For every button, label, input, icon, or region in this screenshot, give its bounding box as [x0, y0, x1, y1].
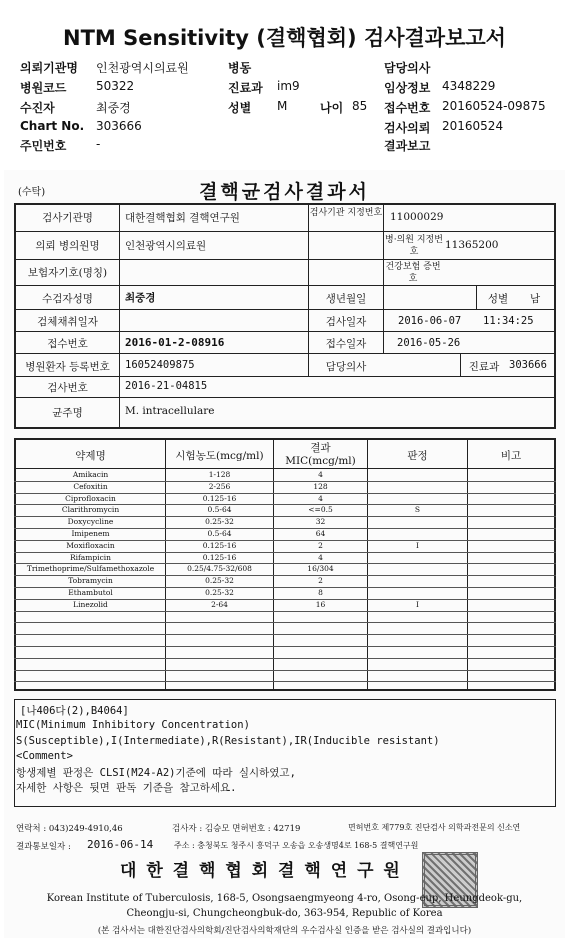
mic-cell-range: 2-256 — [208, 482, 231, 491]
mic-cell-range: 0.5-64 — [207, 529, 232, 538]
requester-value: 인천광역시의료원 — [96, 61, 189, 75]
grid-border-right — [554, 203, 556, 429]
mic-cell-drug: Ethambutol — [68, 588, 113, 597]
footer-specialist: 면허번호 제779호 진단검사 의학과전문의 신소연 — [348, 823, 521, 832]
mic-cell-mic: 2 — [318, 541, 323, 550]
clinical-value: 4348229 — [442, 79, 496, 93]
grid-row-line — [14, 231, 556, 232]
mic-cell-drug: Clarithromycin — [61, 505, 120, 514]
result-report-label: 결과보고 — [384, 139, 431, 153]
notes-comment-2: 자세한 사항은 뒷면 판독 기준을 참고하세요. — [16, 782, 237, 794]
mic-col-line — [367, 438, 368, 691]
mic-cell-mic: 16 — [315, 600, 326, 609]
grid-row-line — [14, 331, 556, 332]
reg-no-label: 병원환자 등록번호 — [25, 361, 110, 373]
receipt-form-value: 2016-01-2-08916 — [125, 336, 225, 349]
mic-border-right — [554, 438, 556, 691]
grid-col-line — [460, 353, 461, 376]
mic-cell-mic: 4 — [318, 470, 323, 479]
dept-label: 진료과 — [228, 81, 263, 95]
patient-name-value: 최중경 — [125, 292, 156, 304]
notes-mic-definition: MIC(Minimum Inhibitory Concentration) — [16, 719, 250, 731]
request-date-label: 검사의뢰 — [384, 121, 431, 135]
mic-cell-interp: I — [416, 541, 419, 550]
req-hospital-label: 의뢰 병의원명 — [35, 240, 100, 252]
test-no-label: 검사번호 — [47, 382, 88, 394]
hosp-code-value: 11365200 — [445, 239, 499, 251]
notes-comment-1: 항생제별 판정은 CLSI(M24-A2)기준에 따라 실시하였고, — [16, 767, 296, 779]
notes-comment-label: <Comment> — [16, 750, 73, 762]
grid-row-line — [14, 397, 556, 398]
lab-name-value: 대한결핵협회 결핵연구원 — [125, 212, 240, 224]
footer-institute-en-2: Cheongju-si, Chungcheongbuk-do, 363-954, Republic of Korea — [126, 908, 443, 919]
test-no-value: 2016-21-04815 — [125, 380, 208, 392]
footer-report-date-label: 결과통보일자 : — [16, 842, 71, 852]
ward-label: 병동 — [228, 61, 252, 75]
test-time-value: 11:34:25 — [483, 315, 534, 327]
hospital-code-value: 50322 — [96, 79, 135, 93]
receipt-date-label: 접수일자 — [325, 338, 367, 350]
footer-institute-en-1: Korean Institute of Tuberculosis, 168-5, Osongsaengmyeong 4-ro, Osong-eup, Heungdeok-gu, — [46, 893, 523, 904]
hosp-code-label: 병·의원 지정번호 — [385, 235, 443, 257]
test-date-label: 검사일자 — [325, 316, 367, 328]
dept-form-value: 303666 — [509, 359, 547, 371]
receipt-form-label: 접수번호 — [47, 338, 88, 350]
mic-cell-interp: I — [416, 600, 419, 609]
mic-cell-drug: Tobramycin — [68, 576, 113, 585]
chart-label: Chart No. — [20, 119, 85, 133]
hospital-code-label: 병원코드 — [20, 81, 67, 95]
mic-cell-drug: Rifampicin — [69, 553, 112, 562]
footer-contact: 연락처 : 043)249-4910,46 — [16, 824, 123, 834]
grid-border-bottom — [14, 427, 556, 429]
lab-code-value: 11000029 — [390, 211, 444, 223]
mic-row-line — [14, 658, 556, 659]
footer-address: 주소 : 충청북도 청주시 흥덕구 오송읍 오송생명4로 168-5 결핵연구원 — [174, 841, 419, 850]
footer-report-date: 2016-06-14 — [87, 838, 154, 851]
mic-border-bottom — [14, 689, 556, 691]
doctor-label: 담당의사 — [384, 61, 431, 75]
mic-cell-mic: 4 — [318, 494, 323, 503]
chart-value: 303666 — [96, 119, 142, 133]
sex-value: M — [277, 99, 288, 113]
mic-cell-mic: 8 — [318, 588, 323, 597]
mic-header-result: 결과 MIC(mcg/ml) — [285, 442, 356, 467]
mic-cell-range: 0.25/4.75-32/608 — [187, 564, 252, 573]
mic-cell-range: 0.125-16 — [202, 553, 237, 562]
mic-cell-drug: Imipenem — [71, 529, 110, 538]
grid-row-line — [14, 285, 556, 286]
mic-header-drug: 약제명 — [75, 450, 106, 462]
mic-col-line — [467, 438, 468, 691]
insurance-label: 보험자기호(명칭) — [27, 267, 108, 279]
form-title: 결핵균검사결과서 — [199, 181, 370, 203]
mic-cell-mic: 16/304 — [307, 564, 334, 573]
notes-border-left — [14, 699, 15, 807]
patient-label: 수진자 — [20, 101, 55, 115]
lab-code-label: 검사기관 지정번호 — [309, 208, 383, 218]
clinical-label: 임상정보 — [384, 81, 431, 95]
footer-institute-ko: 대 한 결 핵 협 회 결 핵 연 구 원 — [120, 861, 402, 881]
birth-label: 생년월일 — [325, 293, 367, 305]
age-value: 85 — [352, 99, 368, 113]
receipt-stamp: (수탁) — [18, 187, 46, 198]
mic-cell-drug: Cefoxitin — [73, 482, 108, 491]
req-hospital-value: 인천광역시의료원 — [125, 240, 207, 252]
receipt-value: 20160524-09875 — [442, 99, 546, 113]
mic-cell-drug: Trimethoprime/Sulfamethoxazole — [26, 564, 155, 573]
grid-row-line — [14, 353, 556, 354]
age-label: 나이 — [320, 101, 344, 115]
mic-cell-drug: Amikacin — [72, 470, 109, 479]
receipt-date-value: 2016-05-26 — [397, 337, 461, 349]
grid-row-line — [14, 376, 556, 377]
health-cert-label: 건강보험 증번호 — [385, 262, 441, 284]
mic-cell-range: 0.25-32 — [205, 517, 234, 526]
doctor-form-label: 담당의사 — [325, 361, 367, 373]
mic-row-line — [14, 622, 556, 623]
notes-code: [나406다(2),B4064] — [20, 705, 129, 717]
mic-cell-mic: 2 — [318, 576, 323, 585]
grid-col-line — [383, 285, 384, 353]
sex-form-label: 성별 — [487, 293, 509, 305]
patient-name-label: 수검자성명 — [42, 293, 93, 305]
resident-value: - — [96, 137, 101, 151]
mic-cell-interp: S — [414, 505, 421, 514]
notes-border-bottom — [14, 806, 556, 807]
request-date-value: 20160524 — [442, 119, 504, 133]
mic-cell-range: 0.25-32 — [205, 576, 234, 585]
dept-value: im9 — [277, 79, 300, 93]
mic-cell-mic: <=0.5 — [308, 505, 333, 514]
mic-cell-range: 2-64 — [211, 600, 228, 609]
notes-border-top — [14, 699, 556, 700]
sex-form-value: 남 — [530, 293, 541, 305]
mic-cell-drug: Doxycycline — [67, 517, 114, 526]
footer-examiner: 검사자 : 김승모 면허번호 : 42719 — [172, 824, 301, 834]
reg-no-value: 16052409875 — [125, 359, 195, 371]
mic-header-range: 시험농도(mcg/ml) — [175, 450, 264, 462]
requester-label: 의뢰기관명 — [20, 61, 78, 75]
mic-cell-range: 1-128 — [208, 470, 231, 479]
dept-form-label: 진료과 — [468, 361, 500, 373]
mic-header-interp: 판정 — [407, 450, 428, 462]
patient-value: 최중경 — [96, 101, 131, 115]
mic-cell-drug: Ciprofloxacin — [65, 494, 116, 503]
report-title: NTM Sensitivity (결핵협회) 검사결과보고서 — [63, 26, 506, 50]
sex-label: 성별 — [228, 101, 252, 115]
mic-row-line — [14, 670, 556, 671]
mic-cell-range: 0.125-16 — [202, 494, 237, 503]
notes-legend: S(Susceptible),I(Intermediate),R(Resistant),IR(Inducible resistant) — [16, 735, 440, 747]
grid-row-line — [14, 309, 556, 310]
collect-label: 검체채취일자 — [37, 316, 98, 328]
mic-cell-mic: 64 — [315, 529, 326, 538]
mic-cell-drug: Linezolid — [73, 600, 108, 609]
organism-label: 균주명 — [52, 407, 83, 419]
grid-col-line — [119, 203, 120, 429]
mic-row-line — [14, 681, 556, 682]
mic-cell-mic: 4 — [318, 553, 323, 562]
mic-border-top — [14, 438, 556, 440]
lab-name-label: 검사기관명 — [42, 212, 93, 224]
notes-border-right — [555, 699, 556, 807]
footer-bottom-note: (본 검사서는 대한진단검사의학회/진단검사의학재단의 우수검사실 인증을 받은 검사실의 결과입니다) — [97, 926, 472, 936]
test-date-value: 2016-06-07 — [398, 315, 462, 327]
mic-row-line — [14, 646, 556, 647]
mic-cell-mic: 128 — [313, 482, 328, 491]
grid-row-line — [14, 259, 556, 260]
mic-cell-range: 0.125-16 — [202, 541, 237, 550]
resident-label: 주민번호 — [20, 139, 67, 153]
mic-row-line — [14, 634, 556, 635]
mic-row-line — [14, 611, 556, 612]
mic-cell-mic: 32 — [315, 517, 326, 526]
mic-cell-range: 0.25-32 — [205, 588, 234, 597]
mic-cell-range: 0.5-64 — [207, 505, 232, 514]
grid-border-top — [14, 203, 556, 205]
mic-header-note: 비고 — [500, 450, 522, 462]
organism-value: M. intracellulare — [125, 405, 215, 417]
receipt-label: 접수번호 — [384, 101, 431, 115]
mic-cell-drug: Moxifloxacin — [66, 541, 115, 550]
